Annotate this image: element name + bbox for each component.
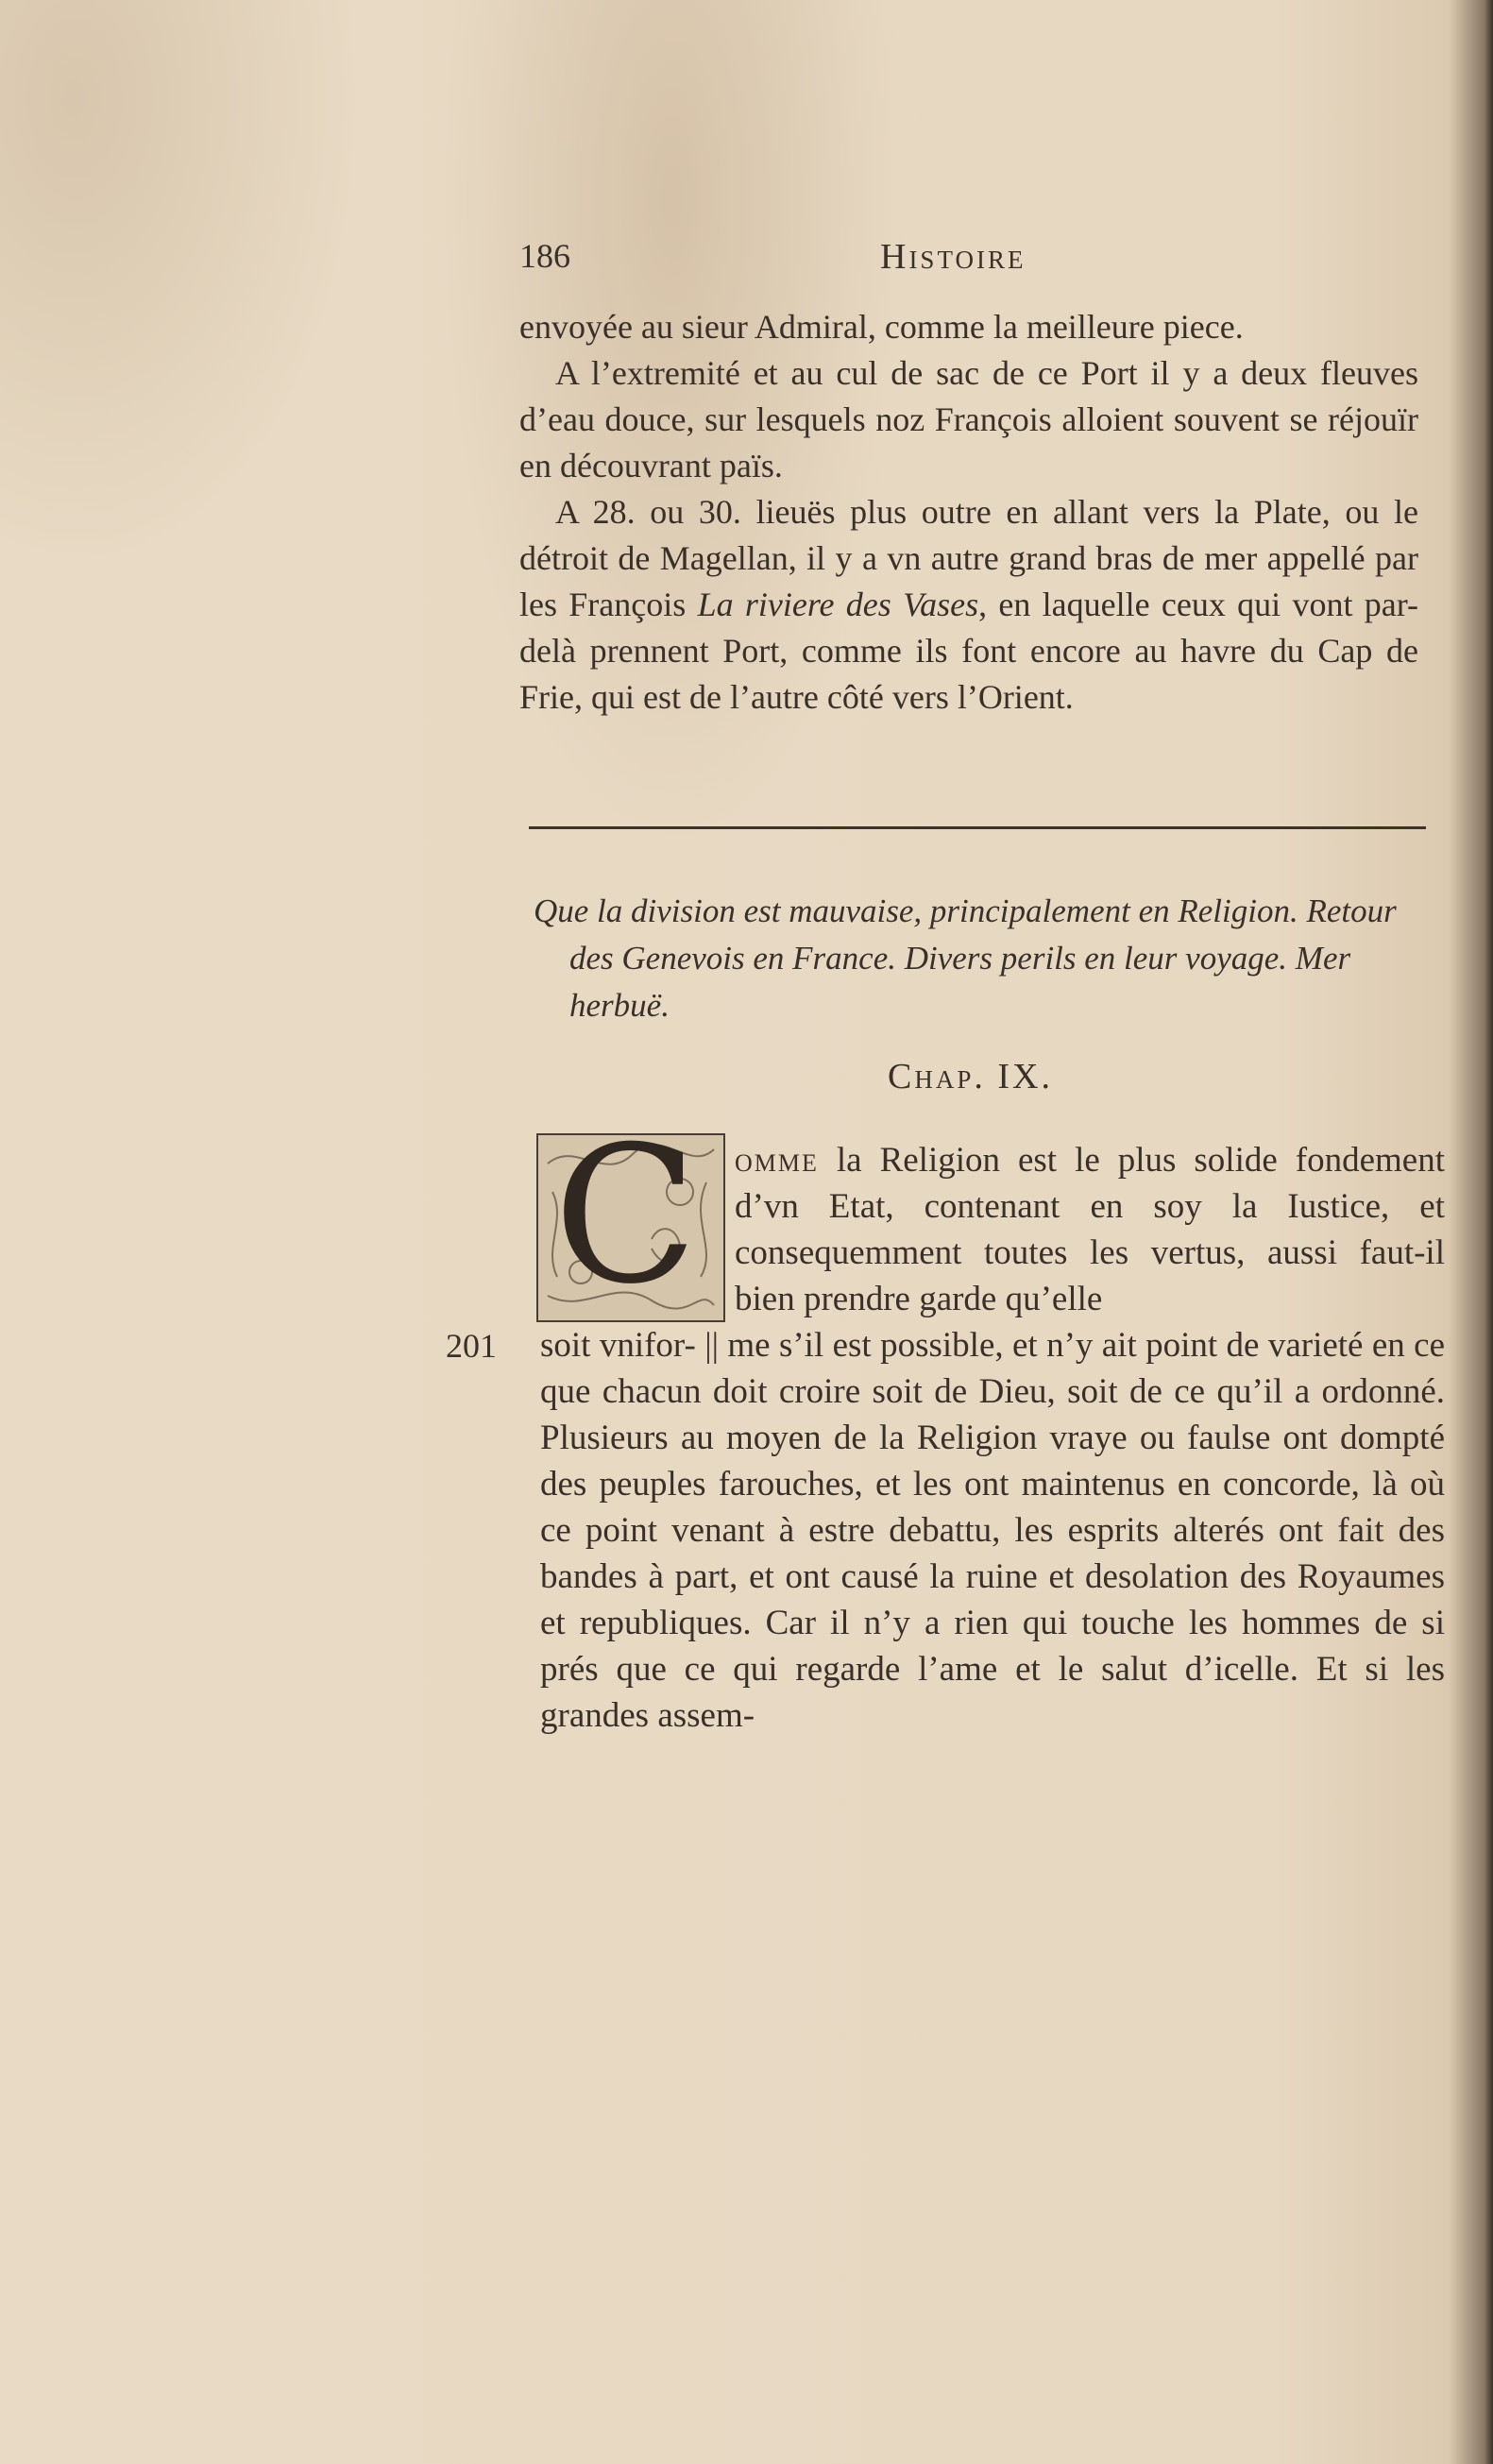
page-number: 186	[519, 237, 570, 275]
decorated-initial	[536, 1106, 725, 1326]
running-title: Histoire	[880, 237, 1026, 277]
italic-place-name: La riviere des Vases	[697, 586, 979, 623]
paragraph-text: A 28. ou 30. lieuës plus outre en allant vers la Plate, ou le détroit de Magellan, il y a vn autre grand bras de mer appellé par les François	[519, 493, 1418, 623]
chapter-body-text	[540, 1322, 1445, 1739]
chapter-summary-text: Que la division est mauvaise, principalement en Religion. Retour des Genevois en France. Divers perils en leur voyage. Mer herbuë.	[534, 892, 1397, 1024]
chapter-heading: Chap. IX.	[888, 1057, 1053, 1096]
chapter-opening-paragraph	[735, 1137, 1445, 1322]
body-text-top	[519, 304, 1418, 721]
drop-cap-letter: C	[553, 1106, 699, 1326]
chapter-opening-text	[735, 1137, 1445, 1322]
paragraph-continuation: envoyée au sieur Admiral, comme la meilleure piece.	[519, 308, 1244, 346]
section-divider	[529, 826, 1426, 829]
chapter-summary	[534, 888, 1426, 1029]
paragraph-text: , en laquelle ceux qui vont par-delà prennent Port, comme ils font encore au havre du Cap de Frie, qui est de l’autre côté vers l’Orient.	[519, 586, 1418, 716]
margin-page-reference: 201	[446, 1327, 497, 1365]
paragraph: A l’extremité et au cul de sac de ce Port il y a deux fleuves d’eau douce, sur lesquels noz François alloient souvent se réjouïr en découvrant païs.	[519, 354, 1418, 484]
first-word-rest: omme	[735, 1141, 819, 1180]
opening-text: la Religion est le plus solide fondement d’vn Etat, contenant en soy la Iustice, et consequemment toutes les vertus, aussi faut-il bien prendre garde qu’elle	[735, 1141, 1445, 1318]
page-header	[519, 236, 1464, 283]
chapter-paragraph: soit vnifor- || me s’il est possible, et n’y ait point de varieté en ce que chacun doit croire soit de Dieu, soit de ce qu’il a ordonné. Plusieurs au moyen de la Religion vraye ou faulse ont dompté des peuples farouches, et les ont maintenus en concorde, là où ce point venant à estre debattu, les esprits alterés ont fait des bandes à part, et ont causé la ruine et desolation des Royaumes et republiques. Car il n’y a rien qui touche les hommes de si prés que ce qui regarde l’ame et le salut d’icelle. Et si les grandes assem-	[540, 1326, 1445, 1735]
paragraph	[519, 489, 1418, 721]
